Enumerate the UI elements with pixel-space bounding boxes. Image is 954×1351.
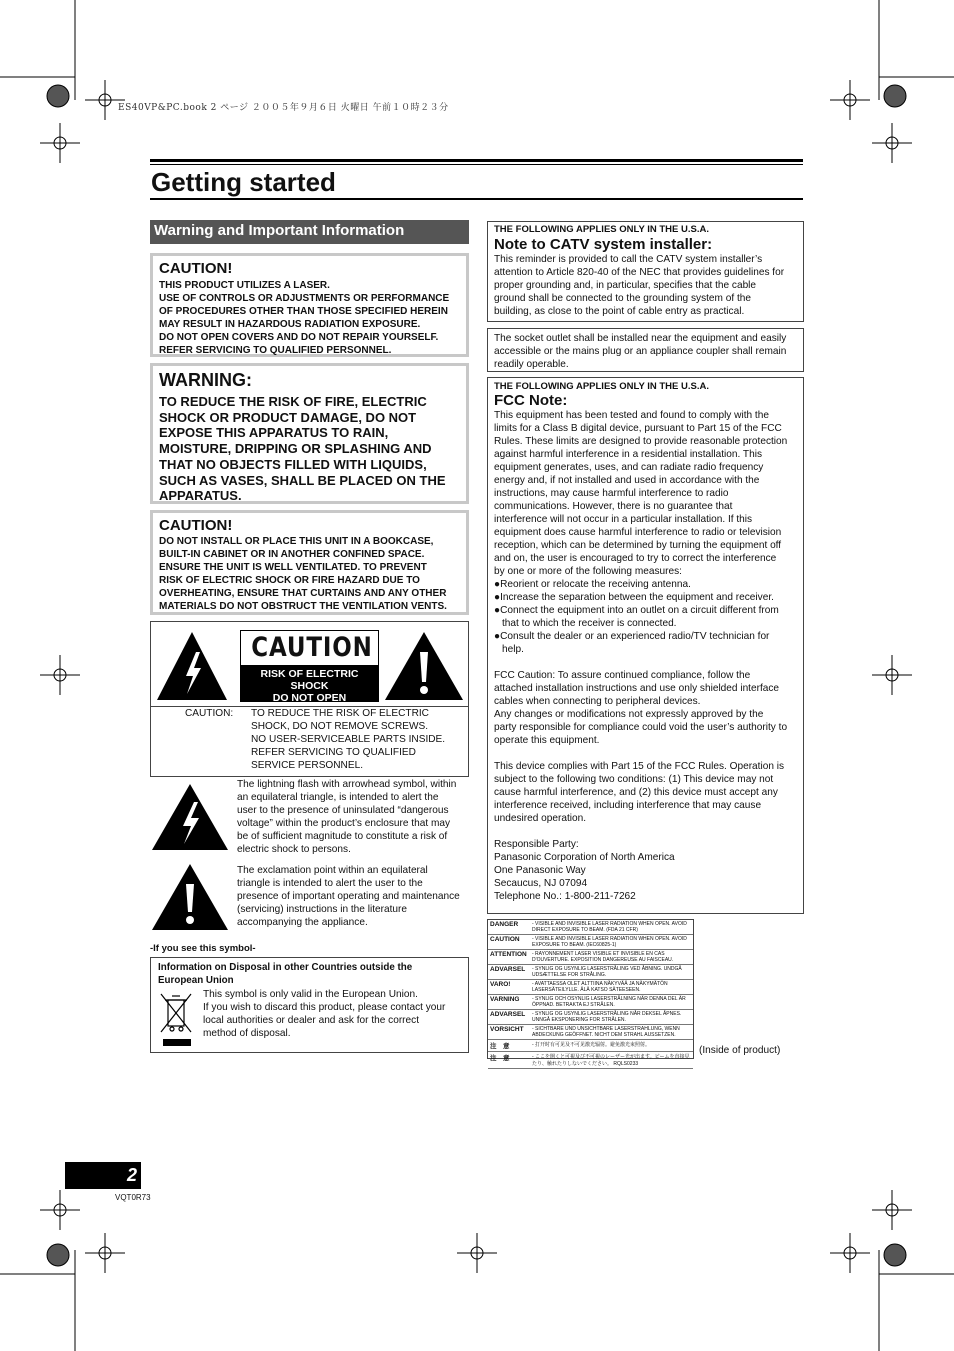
warning-line: TO REDUCE THE RISK OF FIRE, ELECTRIC (159, 394, 427, 409)
warning-line: EXPOSE THIS APPARATUS TO RAIN, (159, 425, 389, 441)
catv-box (487, 221, 804, 322)
fcc-caution-line: FCC Caution: To assure continued compliance, follow the (494, 670, 751, 681)
socket-box (487, 328, 804, 372)
warning-line: APPARATUS. (159, 488, 242, 504)
page-number: 2 (65, 1162, 141, 1189)
caution-label-line: TO REDUCE THE RISK OF ELECTRIC (251, 708, 429, 719)
fcc-complies-line: This device complies with Part 15 of the FCC Rules. Operation is (494, 761, 785, 772)
caution-prefix: CAUTION: (185, 708, 234, 719)
warning-line: MOISTURE, DRIPPING OR SPLASHING AND (159, 441, 432, 457)
caution-line: DO NOT INSTALL OR PLACE THIS UNIT IN A BOOKCASE, (159, 536, 434, 547)
lightning-triangle-icon (156, 630, 228, 702)
fcc-box (487, 377, 804, 914)
fcc-line: by one or more of the following measures: (494, 566, 682, 577)
laser-label-row: ADVARSEL - SYNLIG OG USYNLIG LASERSTRÅLING VED ÅBNING. UNDGÅ UDSÆTTELSE FOR STRÅLING. (488, 965, 693, 980)
fcc-caution-line: party responsible for compliance could void the user’s authority to (494, 722, 788, 733)
fcc-caution-line: operate this equipment. (494, 735, 600, 746)
warning-box (150, 363, 469, 504)
laser-label-row: CAUTION - VISIBLE AND INVISIBLE LASER RADIATION WHEN OPEN. AVOID EXPOSURE TO BEAM. (IEC60825-1) (488, 935, 693, 950)
caution-label-line: REFER SERVICING TO QUALIFIED (251, 747, 416, 758)
socket-line: The socket outlet shall be installed near the equipment and easily (494, 333, 787, 344)
exclamation-text-line: triangle is intended to alert the user to the (237, 878, 423, 889)
responsible-party-line: Secaucus, NJ 07094 (494, 878, 588, 889)
disposal-heading: Information on Disposal in other Countries outside the (158, 962, 413, 973)
fcc-line: communications. However, there is no guarantee that (494, 501, 733, 512)
title-rule-thin (150, 164, 803, 165)
fcc-bullet: ●Consult the dealer or an experienced radio/TV technician for (494, 631, 770, 642)
exclamation-text-line: presence of important operating and maintenance (237, 891, 460, 902)
socket-line: readily operable. (494, 359, 569, 370)
fcc-bullet: that to which the receiver is connected. (502, 618, 677, 629)
catv-line: This reminder is provided to call the CATV system installer’s (494, 254, 763, 265)
lightning-text-line: electric shock to persons. (237, 844, 351, 855)
catv-line: ground shall be connected to the grounding system of the (494, 293, 752, 304)
responsible-party-line: One Panasonic Way (494, 865, 586, 876)
fcc-complies-line: undesired operation. (494, 813, 587, 824)
fcc-complies-line: cause harmful interference, and (2) this device must accept any (494, 787, 778, 798)
exclamation-triangle-icon (151, 862, 229, 932)
lightning-text-line: user to the presence of uninsulated “dangerous (237, 805, 449, 816)
symbol-label: -If you see this symbol- (150, 943, 256, 954)
warning-line: THAT NO OBJECTS FILLED WITH LIQUIDS, (159, 456, 427, 472)
crossed-bin-icon (159, 992, 193, 1048)
caution-line: MATERIALS DO NOT OBSTRUCT THE VENTILATION VENTS. (159, 601, 447, 612)
applies-note: THE FOLLOWING APPLIES ONLY IN THE U.S.A. (494, 381, 709, 392)
catv-line: attention to Article 820-40 of the NEC that provides guidelines for (494, 267, 785, 278)
caution-line: RISK OF ELECTRIC SHOCK OR FIRE HAZARD DUE TO (159, 575, 420, 586)
lightning-text-line: be of sufficient magnitude to constitute a risk of (237, 831, 448, 842)
laser-label-row: 注 意 - 打开时有可见及不可见激光辐射。避免激光束照射。 (488, 1040, 693, 1052)
laser-label-row: ATTENTION - RAYONNEMENT LASER VISIBLE ET INVISIBLE EN CAS D'OUVERTURE. EXPOSITION DANGEREUSE AU FAISCEAU. (488, 950, 693, 965)
catv-line: proper grounding and, in particular, specifies that the cable (494, 280, 757, 291)
title-rule-bottom (150, 198, 803, 200)
socket-line: accessible or the mains plug or an appliance coupler shall remain (494, 346, 787, 357)
laser-label-row: VARO! - AVATTAESSA OLET ALTTIINA NÄKYVÄÄ JA NÄKYMÄTÖN LASERSÄTEILYLLE. ÄLÄ KATSO SÄTEESEEN. (488, 980, 693, 995)
lightning-text-line: The lightning flash with arrowhead symbol, within (237, 779, 457, 790)
laser-label-row: VORSICHT - SICHTBARE UND UNSICHTBARE LASERSTRAHLUNG, WENN ABDECKUNG GEÖFFNET. NICHT DEM STRAHL AUSSETZEN. (488, 1025, 693, 1040)
fcc-caution-line: Any changes or modifications not expressly approved by the (494, 709, 764, 720)
fcc-caution-line: attached installation instructions and use only shielded interface (494, 683, 780, 694)
caution-label-box (150, 621, 469, 777)
fcc-line: equipment does cause harmful interference to radio or television (494, 527, 782, 538)
fcc-heading: FCC Note: (494, 392, 568, 409)
fcc-line: against harmful interference in a residential installation. This (494, 449, 763, 460)
caution-line: ENSURE THE UNIT IS WELL VENTILATED. TO PREVENT (159, 562, 427, 573)
caution-line: MAY RESULT IN HAZARDOUS RADIATION EXPOSURE. (159, 319, 421, 330)
fcc-line: and on, the user is encouraged to try to correct the interference (494, 553, 777, 564)
file-info-line: ES40VP&PC.book 2 ページ ２００５年９月６日 火曜日 午前１０時２３分 (118, 103, 449, 113)
exclamation-text-line: The exclamation point within an equilateral (237, 865, 428, 876)
lightning-triangle-icon (151, 782, 229, 852)
fcc-line: energy and, if not installed and used in accordance with the (494, 475, 760, 486)
disposal-line: If you wish to discard this product, please contact your (203, 1002, 446, 1013)
disposal-line: method of disposal. (203, 1028, 291, 1039)
applies-note: THE FOLLOWING APPLIES ONLY IN THE U.S.A. (494, 224, 709, 235)
laser-label-row: VARNING - SYNLIG OCH OSYNLIG LASERSTRÅLNING NÄR DENNA DEL ÄR ÖPPNAD. BETRAKTA EJ STRÅLEN. (488, 995, 693, 1010)
section-title: Warning and Important Information (150, 220, 469, 244)
caution-label-line: SHOCK, DO NOT REMOVE SCREWS. (251, 721, 429, 732)
caution-laser-box (150, 253, 469, 357)
fcc-caution-line: cables when connecting to peripheral devices. (494, 696, 701, 707)
fcc-line: instructions, may cause harmful interference to radio (494, 488, 729, 499)
fcc-line: reception, which can be determined by turning the equipment off (494, 540, 782, 551)
fcc-bullet: ●Connect the equipment into an outlet on a circuit different from (494, 605, 779, 616)
caution-line: OVERHEATING, ENSURE THAT CURTAINS AND ANY OTHER (159, 588, 447, 599)
responsible-party-line: Responsible Party: (494, 839, 579, 850)
catv-line: building, as close to the point of cable entry as practical. (494, 306, 745, 317)
fcc-complies-line: interference received, including interference that may cause (494, 800, 762, 811)
catv-heading: Note to CATV system installer: (494, 236, 713, 253)
caution-line: OF PROCEDURES OTHER THAN THOSE SPECIFIED HEREIN (159, 306, 448, 317)
caution-line: REFER SERVICING TO QUALIFIED PERSONNEL. (159, 345, 392, 356)
warning-line: SHOCK OR PRODUCT DAMAGE, DO NOT (159, 409, 417, 425)
warning-line: SUCH AS VASES, SHALL BE PLACED ON THE (159, 472, 446, 488)
caution-big-text: CAUTION (251, 632, 373, 663)
disposal-heading: European Union (158, 975, 234, 986)
laser-label-caption: (Inside of product) (699, 1045, 781, 1056)
laser-label-row: 注 意 - ここを開くと可視及び不可視のレーザー光が出ます。ビームを直接見たり、触れたりしないでください。 RQLS0233 (488, 1052, 693, 1069)
lightning-text-line: voltage” within the product’s enclosure that may (237, 818, 451, 829)
fcc-line: Rules. These limits are designed to provide reasonable protection (494, 436, 788, 447)
title-rule-top (150, 159, 803, 162)
fcc-line: equipment generates, uses, and can radiate radio frequency (494, 462, 764, 473)
fcc-bullet: ●Reorient or relocate the receiving antenna. (494, 579, 691, 590)
lightning-text-line: an equilateral triangle, is intended to alert the (237, 792, 439, 803)
disposal-box (150, 957, 469, 1053)
caution-line: DO NOT OPEN COVERS AND DO NOT REPAIR YOURSELF. (159, 332, 439, 343)
exclamation-text-line: (servicing) instructions in the literature (237, 904, 407, 915)
caution-label-line: NO USER-SERVICEABLE PARTS INSIDE. (251, 734, 446, 745)
responsible-party-line: Telephone No.: 1-800-211-7262 (494, 891, 636, 902)
exclamation-text-line: accompanying the appliance. (237, 917, 368, 928)
caution-sub-text: RISK OF ELECTRIC SHOCK (260, 668, 359, 692)
fcc-complies-line: subject to the following two conditions: (1) This device may not (494, 774, 774, 785)
caution-line: USE OF CONTROLS OR ADJUSTMENTS OR PERFORMANCE (159, 293, 450, 304)
caution-label (240, 630, 379, 702)
fcc-bullet: help. (502, 644, 524, 655)
laser-label-row: DANGER - VISIBLE AND INVISIBLE LASER RADIATION WHEN OPEN. AVOID DIRECT EXPOSURE TO BEAM. (FDA 21 CFR) (488, 920, 693, 935)
warning-heading: WARNING: (159, 370, 252, 390)
caution-line: BUILT-IN CABINET OR IN ANOTHER CONFINED SPACE. (159, 549, 425, 560)
caution-label-line: SERVICE PERSONNEL. (251, 760, 364, 771)
fcc-line: interference will not occur in a particular installation. If this (494, 514, 753, 525)
caution-sub-text: DO NOT OPEN (272, 692, 347, 704)
caution-heading: CAUTION! (159, 260, 233, 277)
caution-line: THIS PRODUCT UTILIZES A LASER. (159, 280, 330, 291)
fcc-line: limits for a Class B digital device, pursuant to Part 15 of the FCC (494, 423, 782, 434)
exclamation-triangle-icon (384, 630, 464, 702)
laser-warning-label (487, 919, 694, 1067)
fcc-line: This equipment has been tested and found to comply with the (494, 410, 769, 421)
page-title: Getting started (151, 167, 336, 197)
caution-heading: CAUTION! (159, 517, 233, 534)
document-code: VQT0R73 (115, 1193, 151, 1202)
caution-install-box (150, 510, 469, 615)
disposal-line: local authorities or dealer and ask for the correct (203, 1015, 420, 1026)
disposal-line: This symbol is only valid in the European Union. (203, 989, 418, 1000)
fcc-bullet: ●Increase the separation between the equipment and receiver. (494, 592, 774, 603)
responsible-party-line: Panasonic Corporation of North America (494, 852, 675, 863)
laser-label-row: ADVARSEL - SYNLIG OG USYNLIG LASERSTRÅLING NÅR DEKSEL ÅPNES. UNNGÅ EKSPONERING FOR STRÅLEN. (488, 1010, 693, 1025)
